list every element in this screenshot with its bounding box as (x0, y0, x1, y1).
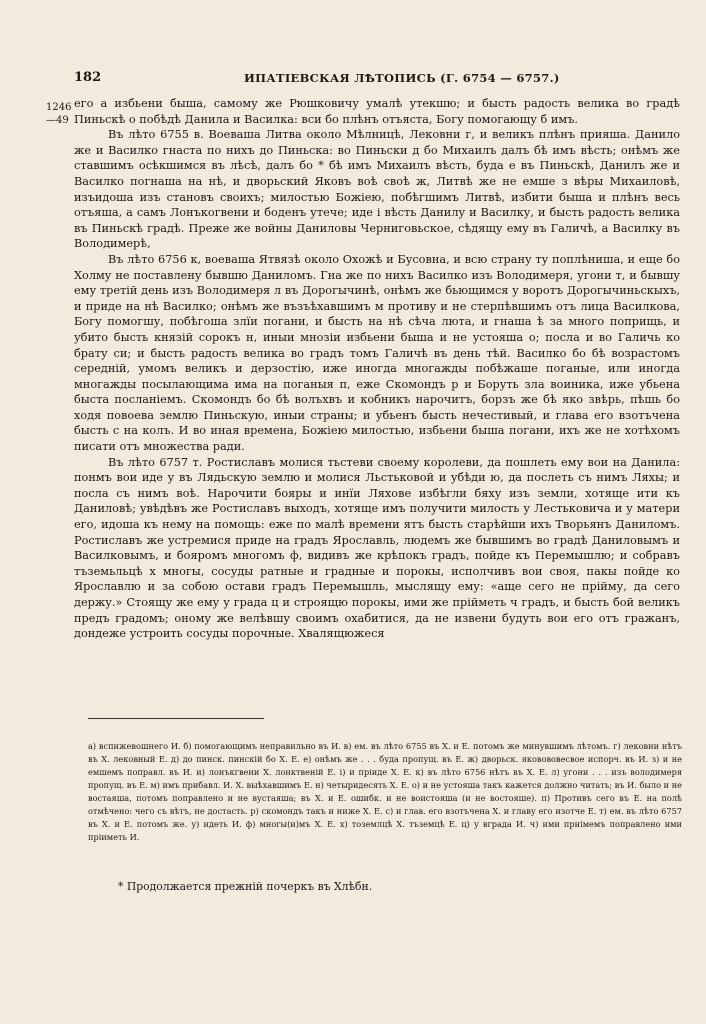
running-title: ИПАТІЕВСКАЯ ЛѢТОПИСЬ (Г. 6754 — 6757.) (244, 71, 560, 85)
chronicle-text (74, 96, 680, 642)
margin-year-note: 1246 —49 (46, 102, 72, 126)
handwriting-note: * Продолжается прежній почеркъ въ Хлѣбн. (118, 880, 373, 893)
paragraph: Въ лѣто 6757 т. Ростиславъ молися тьстеви своему королеви, да пошлеть ему вои на Данила: понмъ вои иде у въ Лядьскую землю и молися Льстьковой и убѣди ю, да послеть съ нимъ Ляхы; и посла съ нимъ воѣ. Нарочити бояры и инїи Ляхове избѣгли бяху изъ земли, хотяще ити къ Даниловѣ; увѣдѣвъ же Ростиславъ выходъ, хотяще имъ получити милость у Лестьковича и у матери его, идоша къ нему на помощь: еже по малѣ времени ятъ бысть старѣйши ихъ Творьянъ Даниломъ. Ростиславъ же устремися приде на градъ Ярославль, людемъ же бывшимъ во градѣ Даниловымъ и Василковымъ, и бояромъ многомъ ф, видивъ же крѣпокъ градъ, пойде къ Перемышлю; и собравъ тъземьльцѣ х многы, сосуды ратные и градные и порокы, исполчивъ вои своя, пакы пойде ко Ярославлю и за собою остави градъ Перемышль, мыслящу ему: «аще сего не прійму, да сего держу.» Стоящу же ему у града ц и строящю порокы, ими же прійметь ч градъ, и бысть бой великъ предъ градомъ; оному же велѣвшу своимъ охабитися, да не извени будуть вои его отъ гражанъ, дондеже устроить сосуды порочные. Хвалящюжеся (74, 455, 680, 641)
page-number: 182 (74, 70, 102, 85)
paragraph: Въ лѣто 6756 к, воеваша Ятвязѣ около Охожѣ и Бусовна, и всю страну ту поплѣниша, и еще бо Холму не поставлену бывшю Даниломъ. Гна же по нихъ Василко изъ Володимеря, угони т, и бывшу ему третій день изъ Володимеря л въ Дорогычинѣ, онѣмъ же бьющимся у воротъ Дорогычиньскыхъ, и приде на нѣ Василко; онѣмъ же възъѣхавшимъ м противу и не стерпѣвшимъ отъ лица Василкова, Богу помогшу, побѣгоша злїи погани, и бысть на нѣ сѣча люта, и гнаша ѣ за много поприщь, и убито бысть князій сорокъ н, иныи мнозіи избьени быша и не устояша о; посла и во Галичь ко брату си; и бысть радость велика во градъ томъ Галичѣ въ день тѣй. Василко бо бѣ возрастомъ середній, умомъ великъ и дерзостію, иже иногда многажды побѣжаше поганые, или иногда многажды посылающима има на поганыя п, еже Скомондъ р и Боруть зла воиника, иже убьена быста посланіемъ. Скомондъ бо бѣ волъхвъ и кобникъ нарочитъ, борзъ же бѣ яко звѣрь, пѣшь бо ходя повоева землю Пиньскую, иныи страны; и убьенъ бысть нечестивый, и глава его взотъчена бысть с на колъ. И во иная времена, Божіею милостью, избьени быша погани, ихъ же не хотѣхомъ писати отъ множества ради. (74, 252, 680, 454)
footnotes: а) вспижевошнего И. б) помогающимъ неправильно въ И. в) ем. въ лѣто 6755 въ Х. и Е. потомъ же минувшимъ лѣтомъ. г) лековни нѣтъ въ Х. лековный Е. д) до пинск. пинскій бо Х. Е. е) онѣмъ же . . . буда пропущ. въ Е. ж) дворьск. яковововесвое испорч. въ И. з) и не емшемъ поправл. въ И. и) лонъкгвени Х. лонктвеній Е. і) и пріиде Х. Е. к) въ лѣто 6756 нѣтъ въ Х. Е. л) угони . . . изъ володимеря пропущ. въ Е. м) имъ прибавл. И. Х. выѣхавшимъ Е. н) четыридесять Х. Е. о) и не устояша такъ кажется должно читать; въ И. было и не востаяша, потомъ поправлено и не вустаяша; въ Х. и Е. ошибк. и не воистояша (и не востояше). п) Противъ сего въ Е. на полѣ отмѣчено: чего съ вѣтъ, не достасть. р) скомондъ такъ и ниже Х. Е. с) и глав. его взотъчена Х. и главу его изотче Е. т) ем. въ лѣто 6757 въ Х. и Е. потомъ же. у) идеть И. ф) многы(и)мъ Х. Е. х) тоземлцѣ Х. тъземцѣ Е. ц) у вграда И. ч) ими приімемъ поправлено ими пріиметь И. (88, 741, 682, 842)
paragraph: Въ лѣто 6755 в. Воеваша Литва около Мѣлницѣ, Лековни г, и великъ плѣнъ прияша. Данило же и Василко гнаста по нихъ до Пиньска: во Пиньски д бо Михаилъ далъ бѣ имъ вѣсть; онѣмъ же ставшимъ осѣкшимся въ лѣсѣ, далъ бо * бѣ имъ Михаилъ вѣсть, буда е въ Пиньскѣ, Данилъ же и Василко погнаша на нѣ, и дворьский Яковъ воѣ своѣ ж, Литвѣ же не емше з вѣры Михаиловѣ, изъидоша изъ становъ своихъ; милостью Божіею, побѣгшимъ Литвѣ, избити быша и плѣнъ весь отъяша, а самъ Лонъкогвени и боденъ утече; иде і вѣсть Данилу и Василку, и бысть радость велика въ Пиньскѣ градѣ. Преже же войны Даниловы Черниговьское, сѣдящу ему въ Галичѣ, а Василку въ Володимерѣ, (74, 128, 680, 251)
footnote-divider (88, 718, 264, 719)
paragraph: его а избьени быша, самому же Рюшковичу умалѣ утекшю; и бысть радость велика во градѣ Пиньскѣ о побѣдѣ Данила и Василка: вси бо плѣнъ отъяста, Богу помогающу б имъ. (74, 97, 680, 126)
page-header (74, 70, 672, 88)
